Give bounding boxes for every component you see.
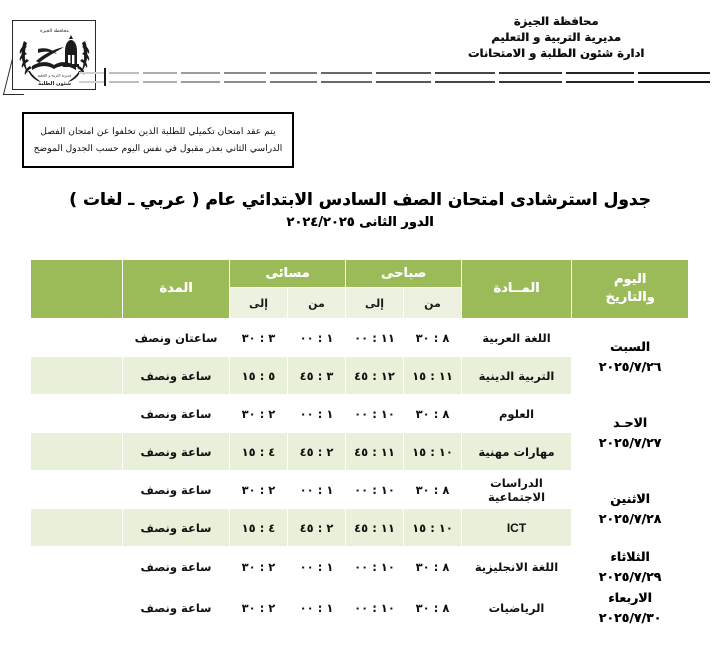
page-title: جدول استرشادى امتحان الصف السادس الابتدائي عام ( عربي ـ لغات ) <box>69 190 651 210</box>
header-evening-from: من <box>288 288 346 319</box>
evening-from-cell: ١ : ٠٠ <box>288 471 346 509</box>
morning-to-cell: ١١ : ٠٠ <box>346 319 404 357</box>
subject-cell: العلوم <box>462 395 572 433</box>
evening-to-cell: ٢ : ٣٠ <box>229 395 287 433</box>
spacer-cell <box>30 509 122 547</box>
notice-line-2: الدراسي الثاني بعذر مقبول في نفس اليوم حسب الجدول الموضح <box>33 143 283 154</box>
evening-to-cell: ٣ : ٣٠ <box>229 319 287 357</box>
day-name: الاربعاء <box>608 590 652 605</box>
day-date-cell <box>572 395 689 471</box>
notice-box <box>22 112 294 168</box>
spacer-cell <box>30 357 122 395</box>
divider-segment <box>181 72 219 83</box>
evening-from-cell: ١ : ٠٠ <box>288 588 346 629</box>
morning-from-cell: ١٠ : ١٥ <box>404 509 462 547</box>
day-name: الثلاثاء <box>610 549 650 564</box>
header-day-date-line2: والتاريخ <box>605 290 655 305</box>
giza-directorate-logo <box>8 20 100 102</box>
spacer-cell <box>30 319 122 357</box>
duration-cell: ساعة ونصف <box>122 433 229 471</box>
morning-from-cell: ٨ : ٣٠ <box>404 395 462 433</box>
decorative-divider <box>104 72 710 82</box>
subject-cell: اللغة الانجليزية <box>462 547 572 588</box>
morning-from-cell: ٨ : ٣٠ <box>404 471 462 509</box>
evening-from-cell: ١ : ٠٠ <box>288 547 346 588</box>
header-morning-to: إلى <box>346 288 404 319</box>
spacer-cell <box>30 588 122 629</box>
header-row-groups <box>30 260 688 288</box>
table-body <box>30 319 688 629</box>
morning-from-cell: ٨ : ٣٠ <box>404 588 462 629</box>
exam-schedule-table <box>30 259 689 629</box>
table-row <box>30 471 688 509</box>
header-evening-to: إلى <box>229 288 287 319</box>
svg-text:مديرية التربية و التعليم: مديرية التربية و التعليم <box>37 73 72 78</box>
table-row <box>30 547 688 588</box>
spacer-cell <box>30 471 122 509</box>
morning-to-cell: ١٢ : ٤٥ <box>346 357 404 395</box>
evening-to-cell: ٥ : ١٥ <box>229 357 287 395</box>
org-line-directorate: مديرية التربية و التعليم <box>491 29 621 44</box>
duration-cell: ساعة ونصف <box>122 471 229 509</box>
divider-segment <box>270 72 317 83</box>
divider-segment <box>566 72 634 83</box>
morning-to-cell: ١١ : ٤٥ <box>346 433 404 471</box>
divider-segment <box>376 72 431 83</box>
morning-to-cell: ١٠ : ٠٠ <box>346 588 404 629</box>
evening-from-cell: ١ : ٠٠ <box>288 395 346 433</box>
subject-cell: الدراسات الاجتماعية <box>462 471 572 509</box>
header-day-date-line1: اليوم <box>613 272 647 288</box>
day-date-cell <box>572 588 689 629</box>
evening-from-cell: ٣ : ٤٥ <box>288 357 346 395</box>
header-day-date <box>572 260 689 319</box>
morning-from-cell: ٨ : ٣٠ <box>404 319 462 357</box>
morning-from-cell: ١١ : ١٥ <box>404 357 462 395</box>
divider-segment <box>435 72 494 83</box>
day-date-cell <box>572 547 689 588</box>
day-date: ٢٠٢٥/٧/٢٩ <box>598 569 662 584</box>
day-date: ٢٠٢٥/٧/٣٠ <box>598 610 662 625</box>
evening-to-cell: ٤ : ١٥ <box>229 509 287 547</box>
divider-segment <box>638 72 710 83</box>
document-header <box>0 0 720 100</box>
evening-to-cell: ٤ : ١٥ <box>229 433 287 471</box>
day-name: الاثنين <box>610 490 650 506</box>
evening-to-cell: ٢ : ٣٠ <box>229 471 287 509</box>
page-subtitle: الدور الثانى ٢٠٢٤/٢٠٢٥ <box>286 215 434 230</box>
day-date-cell <box>572 471 689 547</box>
morning-to-cell: ١٠ : ٠٠ <box>346 471 404 509</box>
morning-to-cell: ١٠ : ٠٠ <box>346 395 404 433</box>
org-line-department: ادارة شئون الطلبة و الامتحانات <box>467 45 645 60</box>
duration-cell: ساعة ونصف <box>122 357 229 395</box>
spacer-cell <box>30 395 122 433</box>
morning-to-cell: ١٠ : ٠٠ <box>346 547 404 588</box>
day-date: ٢٠٢٥/٧/٢٨ <box>598 510 662 526</box>
evening-from-cell: ١ : ٠٠ <box>288 319 346 357</box>
header-morning-from: من <box>404 288 462 319</box>
divider-segment <box>109 72 139 83</box>
divider-segment <box>79 72 105 83</box>
spacer-cell <box>30 433 122 471</box>
divider-segment <box>321 72 372 83</box>
table-row <box>30 395 688 433</box>
header-morning: صباحى <box>346 260 462 288</box>
evening-to-cell: ٢ : ٣٠ <box>229 588 287 629</box>
morning-from-cell: ٨ : ٣٠ <box>404 547 462 588</box>
day-name: الاحـد <box>612 414 648 430</box>
evening-from-cell: ٢ : ٤٥ <box>288 433 346 471</box>
day-date-cell <box>572 319 689 395</box>
day-date: ٢٠٢٥/٧/٢٧ <box>598 434 662 450</box>
organization-titles <box>406 14 706 62</box>
subject-cell: مهارات مهنية <box>462 433 572 471</box>
svg-text:محافظة الجيزة: محافظة الجيزة <box>40 29 69 34</box>
evening-from-cell: ٢ : ٤٥ <box>288 509 346 547</box>
header-spacer <box>30 260 122 319</box>
divider-end-tick <box>104 68 106 86</box>
table-row <box>30 588 688 629</box>
duration-cell: ساعة ونصف <box>122 588 229 629</box>
divider-segment <box>143 72 177 83</box>
notice-line-1: يتم عقد امتحان تكميلي للطلبة الذين تخلفوا عن امتحان الفصل <box>40 125 276 137</box>
org-line-governorate: محافظة الجيزة <box>513 14 599 28</box>
svg-text:شئون الطلبة: شئون الطلبة <box>38 81 71 87</box>
subject-cell: التربية الدينية <box>462 357 572 395</box>
title-block <box>0 190 720 230</box>
divider-segment <box>224 72 267 83</box>
table-head <box>30 260 688 319</box>
morning-from-cell: ١٠ : ١٥ <box>404 433 462 471</box>
duration-cell: ساعة ونصف <box>122 547 229 588</box>
evening-to-cell: ٢ : ٣٠ <box>229 547 287 588</box>
duration-cell: ساعتان ونصف <box>122 319 229 357</box>
subject-cell: ICT <box>462 509 572 547</box>
duration-cell: ساعة ونصف <box>122 509 229 547</box>
schedule-table-wrapper <box>31 259 689 629</box>
morning-to-cell: ١١ : ٤٥ <box>346 509 404 547</box>
day-date: ٢٠٢٥/٧/٢٦ <box>598 358 662 374</box>
table-row <box>30 319 688 357</box>
day-name: السبت <box>609 338 651 354</box>
header-duration: المدة <box>122 260 229 319</box>
subject-cell: الرياضيات <box>462 588 572 629</box>
subject-cell: اللغة العربية <box>462 319 572 357</box>
spacer-cell <box>30 547 122 588</box>
duration-cell: ساعة ونصف <box>122 395 229 433</box>
header-subject: المــادة <box>462 260 572 319</box>
divider-segment <box>499 72 563 83</box>
header-evening: مسائى <box>229 260 345 288</box>
